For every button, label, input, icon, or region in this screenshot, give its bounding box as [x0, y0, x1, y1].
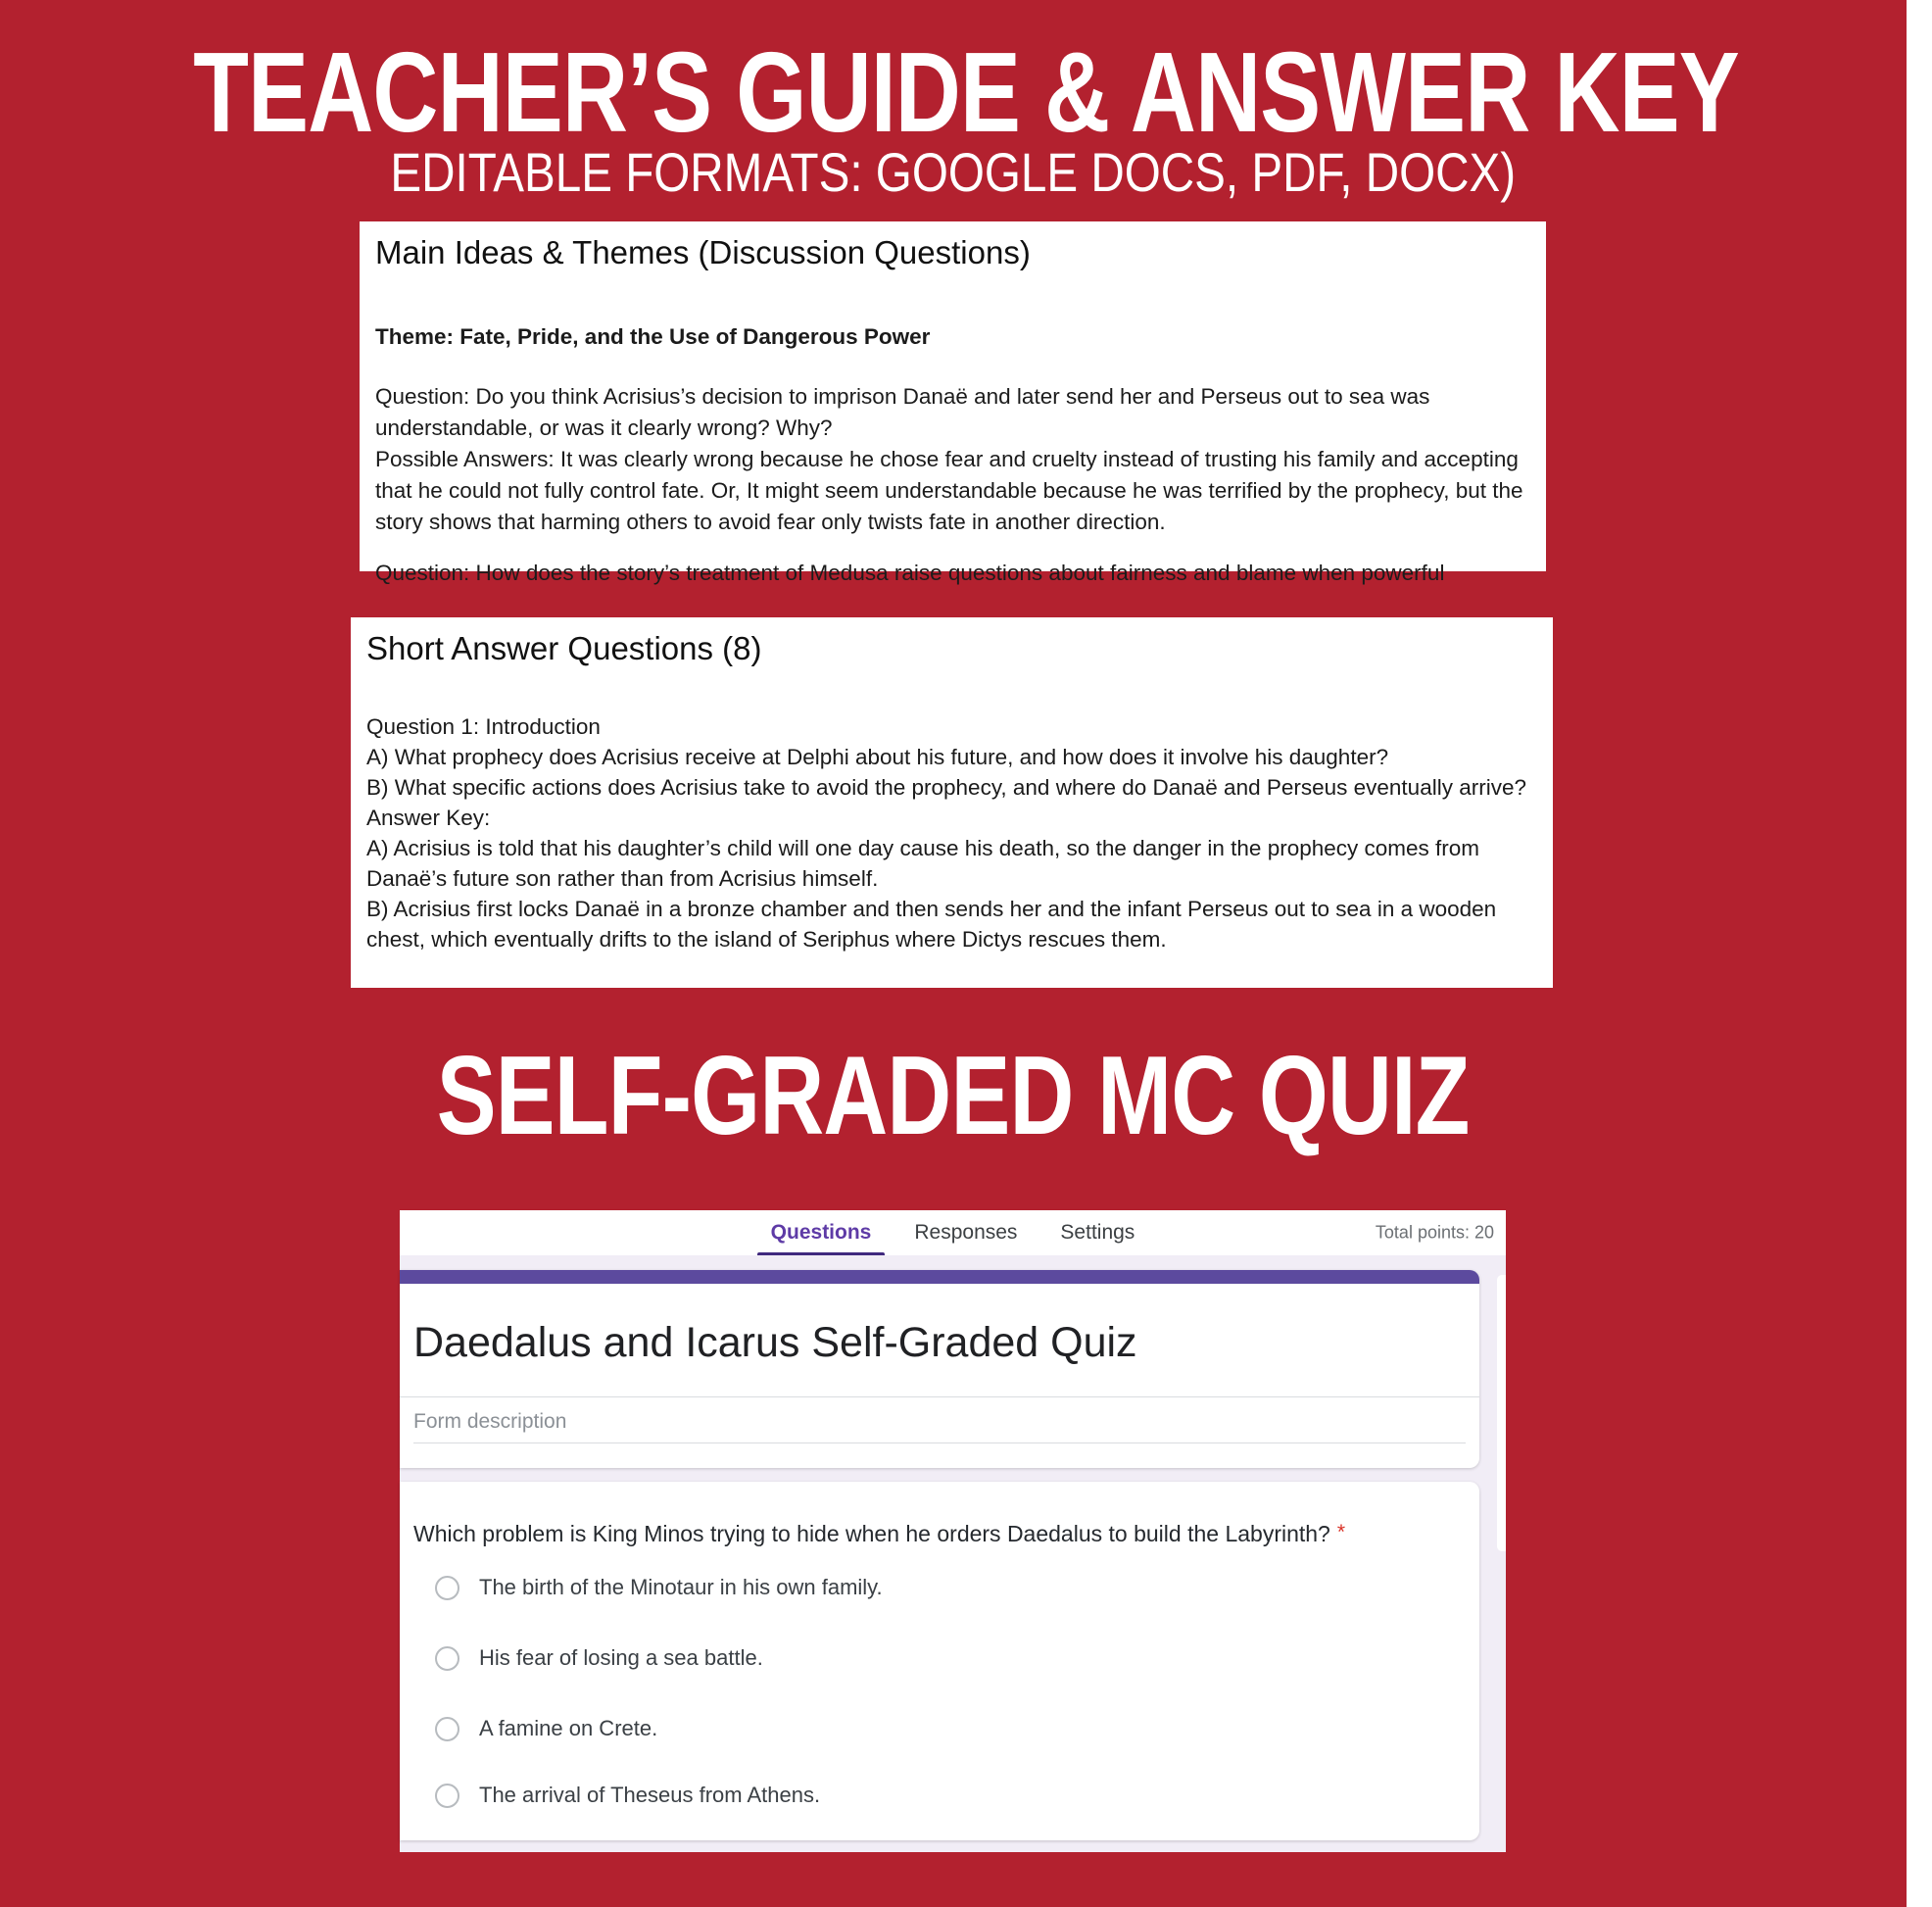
option-row[interactable] [435, 1716, 657, 1741]
radio-button-icon[interactable] [435, 1576, 459, 1600]
radio-button-icon[interactable] [435, 1784, 459, 1808]
total-points-label: Total points: 20 [1375, 1222, 1494, 1243]
doc-line: B) What specific actions does Acrisius take to avoid the prophecy, and where do Danaë and Perseus eventually arrive? [366, 775, 1526, 800]
option-label: A famine on Crete. [479, 1716, 658, 1740]
option-row[interactable] [435, 1575, 883, 1600]
page-subtitle [0, 141, 1907, 203]
form-body [400, 1255, 1506, 1852]
doc-paragraph-question-1: Question: Do you think Acrisius’s decision to imprison Danaë and later send her and Perseus out to sea was understandable, or was it clearly wrong? Why? [375, 384, 1430, 440]
question-text-content: Which problem is King Minos trying to hide when he orders Daedalus to build the Labyrinth? [413, 1521, 1330, 1546]
doc-line: A) Acrisius is told that his daughter’s child will one day cause his death, so the danger in the prophecy comes from Danaë’s future son rather than from Acrisius himself. [366, 836, 1480, 891]
option-row[interactable] [435, 1645, 763, 1671]
theme-line: Theme: Fate, Pride, and the Use of Dangerous Power [375, 324, 931, 349]
divider [413, 1442, 1466, 1443]
doc-line: B) Acrisius first locks Danaë in a bronze chamber and then sends her and the infant Perseus out to sea in a wooden chest, which eventually drifts to the island of Seriphus where Dictys rescues them. [366, 897, 1497, 952]
option-label: The birth of the Minotaur in his own family. [479, 1575, 883, 1599]
required-asterisk: * [1336, 1521, 1346, 1543]
page-subtitle-text: EDITABLE FORMATS: GOOGLE DOCS, PDF, DOCX) [390, 141, 1517, 203]
doc-paragraph-question-2-clipped: Question: How does the story’s treatment of Medusa raise questions about fairness and blame when powerful [375, 561, 1445, 585]
form-title[interactable]: Daedalus and Icarus Self-Graded Quiz [413, 1319, 1137, 1366]
doc-line: Question 1: Introduction [366, 714, 601, 739]
page-title [0, 28, 1907, 156]
doc-heading-main-ideas: Main Ideas & Themes (Discussion Questions) [375, 234, 1031, 270]
form-title-card [400, 1270, 1479, 1468]
doc-heading-short-answer: Short Answer Questions (8) [366, 630, 762, 666]
question-card [400, 1482, 1479, 1840]
divider [400, 1396, 1479, 1397]
doc-line: A) What prophecy does Acrisius receive at Delphi about his future, and how does it involve his daughter? [366, 745, 1389, 769]
page-title-text: TEACHER’S GUIDE & ANSWER KEY [193, 28, 1739, 156]
google-form-screenshot [400, 1210, 1506, 1852]
side-toolbar-sliver [1497, 1275, 1506, 1551]
tab-questions[interactable]: Questions [770, 1221, 872, 1244]
question-text [413, 1521, 1345, 1547]
option-label: The arrival of Theseus from Athens. [479, 1783, 821, 1807]
doc-preview-discussion-questions [360, 221, 1546, 585]
option-row[interactable] [435, 1783, 820, 1808]
doc-line: Answer Key: [366, 806, 491, 830]
option-label: His fear of losing a sea battle. [479, 1645, 763, 1670]
quiz-section-heading [0, 1034, 1907, 1158]
form-header-accent-bar [400, 1270, 1479, 1284]
form-description-field[interactable]: Form description [413, 1410, 567, 1433]
tab-settings[interactable]: Settings [1060, 1221, 1135, 1244]
doc-preview-short-answer [351, 617, 1553, 988]
quiz-section-heading-text: SELF-GRADED MC QUIZ [437, 1034, 1470, 1158]
tab-responses[interactable]: Responses [914, 1221, 1018, 1244]
doc-paragraph-possible-answers: Possible Answers: It was clearly wrong because he chose fear and cruelty instead of trusting his family and accepting that he could not fully control fate. Or, It might seem understandable because he was terrified by the prophecy, but the story shows that harming others to avoid fear only twists fate in another direction. [375, 447, 1523, 534]
radio-button-icon[interactable] [435, 1717, 459, 1741]
form-topbar [400, 1210, 1506, 1255]
radio-button-icon[interactable] [435, 1646, 459, 1671]
